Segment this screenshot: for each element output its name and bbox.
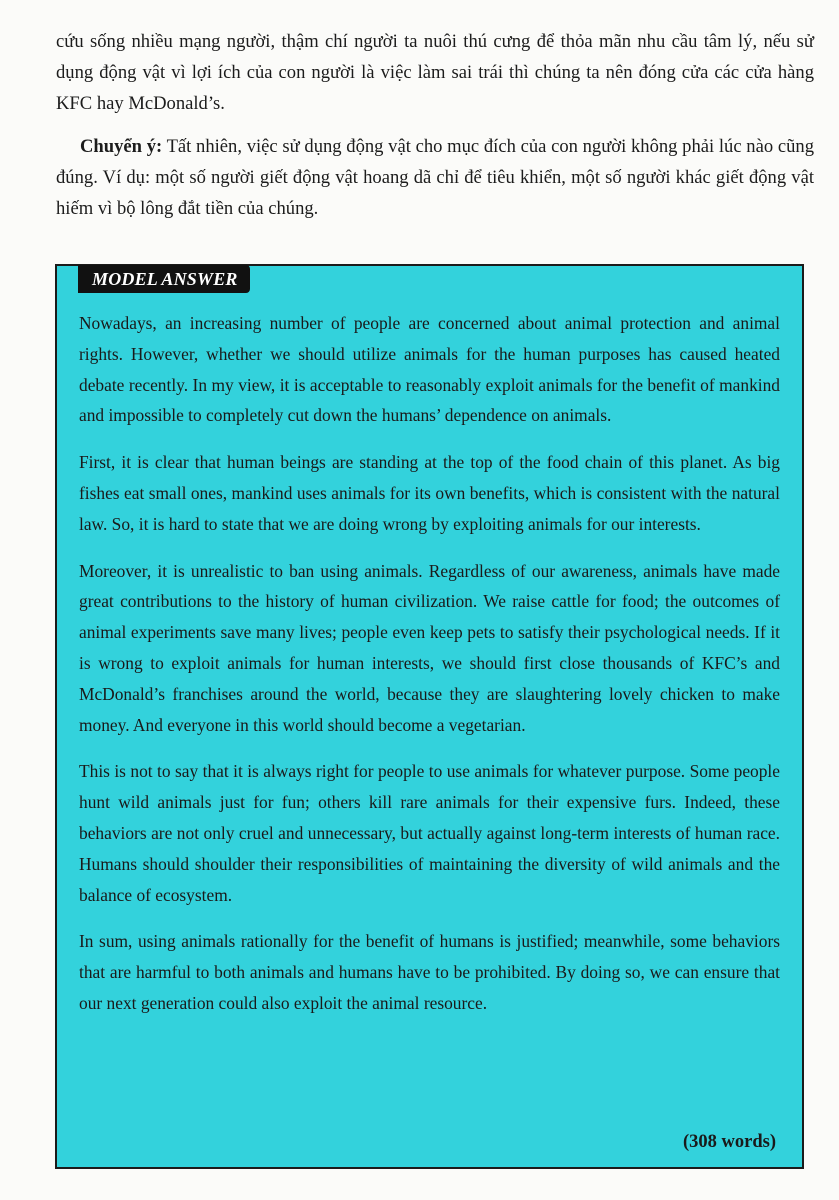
transition-paragraph [56,131,814,224]
intro-section [56,26,814,236]
answer-paragraph-conclusion: In sum, using animals rationally for the benefit of humans is justified; meanwhile, some behaviors that are harmful to both animals and humans have to be prohibited. By doing so, we can ensure that our next generation could also exploit the animal resource. [79,931,780,1013]
transition-text: Tất nhiên, việc sử dụng động vật cho mục đích của con người không phải lúc nào cũng đúng. Ví dụ: một số người giết động vật hoang dã chỉ để tiêu khiển, một số người khác giết động vật hiếm vì bộ lông đắt tiền của chúng. [56,136,815,219]
model-answer-box [55,264,804,1169]
model-answer-tag: MODEL ANSWER [78,265,250,293]
model-answer-body [79,308,780,1035]
transition-label: Chuyển ý: [80,136,163,157]
answer-paragraph-body-3: This is not to say that it is always right for people to use animals for whatever purpose. Some people hunt wild animals just for fun; others kill rare animals for their expensive furs. Indeed, these behaviors are not only cruel and unnecessary, but actually against long-term interests of human race. Humans should shoulder their responsibilities of maintaining the diversity of wild animals and the balance of ecosystem. [79,761,780,905]
answer-paragraph-introduction: Nowadays, an increasing number of people are concerned about animal protection and animal rights. However, whether we should utilize animals for the human purposes has caused heated debate recently. In my view, it is acceptable to reasonably exploit animals for the benefit of mankind and impossible to completely cut down the humans’ dependence on animals. [79,313,780,426]
intro-paragraph: cứu sống nhiều mạng người, thậm chí người ta nuôi thú cưng để thỏa mãn nhu cầu tâm lý, nếu sử dụng động vật vì lợi ích của con người là việc làm sai trái thì chúng ta nên đóng cửa các cửa hàng KFC hay McDonald’s. [56,31,814,114]
word-count: (308 words) [682,1132,776,1152]
answer-paragraph-body-1: First, it is clear that human beings are standing at the top of the food chain of this planet. As big fishes eat small ones, mankind uses animals for its own benefits, which is consistent with the natural law. So, it is hard to state that we are doing wrong by exploiting animals for our interests. [79,452,780,534]
answer-paragraph-body-2: Moreover, it is unrealistic to ban using animals. Regardless of our awareness, animals have made great contributions to the history of human civilization. We raise cattle for food; the outcomes of animal experiments save many lives; people even keep pets to satisfy their psychological needs. If it is wrong to exploit animals for human interests, we should first close thousands of KFC’s and McDonald’s franchises around the world, because they are slaughtering lovely chicken to make money. And everyone in this world should become a vegetarian. [79,560,780,735]
